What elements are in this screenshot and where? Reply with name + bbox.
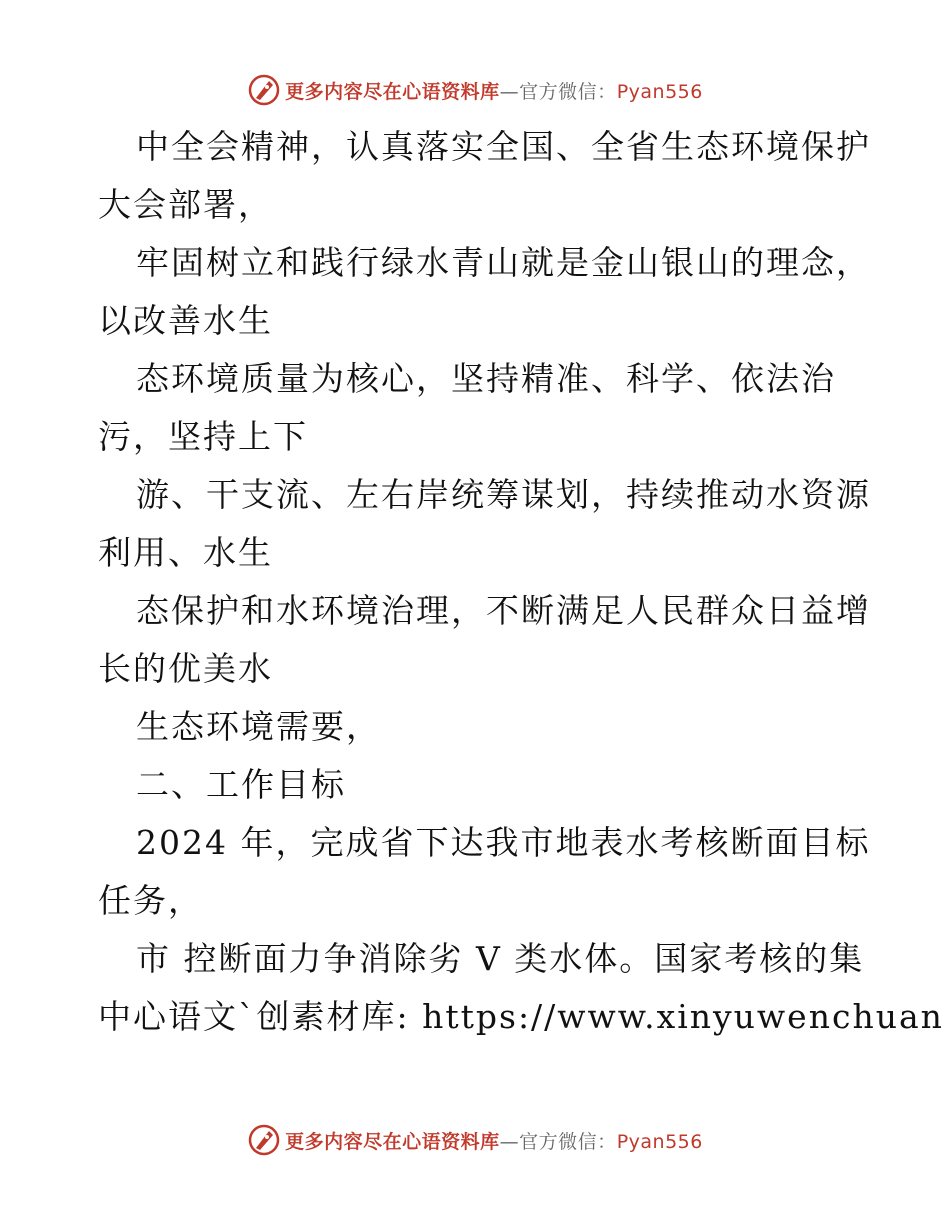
text-line: 任务，	[98, 881, 203, 920]
footer-official: 官方微信：	[519, 1130, 617, 1153]
text-line: 利用、水生	[98, 533, 273, 572]
header-banner	[0, 70, 950, 110]
section-heading: 二、工作目标	[136, 765, 346, 804]
text-line: 牢固树立和践行绿水青山就是金山银山的理念，	[136, 243, 871, 282]
header-wechat: Pyan556	[616, 80, 703, 103]
document-body	[98, 118, 944, 1046]
text-line: 长的优美水	[98, 649, 273, 688]
footer-banner	[0, 1120, 950, 1160]
text-line: 污，坚持上下	[98, 417, 308, 456]
text-line-url: 中心语文`创素材库: https://www.xinyuwenchuan	[98, 997, 944, 1036]
footer-wechat: Pyan556	[616, 1130, 703, 1153]
text-line: 态保护和水环境治理，不断满足人民群众日益增	[136, 591, 871, 630]
text-line: 游、干支流、左右岸统筹谋划，持续推动水资源	[136, 475, 871, 514]
text-line: 以改善水生	[98, 301, 273, 340]
pen-nib-logo-icon	[247, 1123, 281, 1157]
footer-text	[285, 1127, 703, 1154]
text-line: 大会部署，	[98, 185, 273, 224]
text-line: 态环境质量为核心，坚持精准、科学、依法治	[136, 359, 836, 398]
footer-dash: —	[499, 1130, 520, 1153]
text-line: 中全会精神，认真落实全国、全省生态环境保护	[136, 127, 871, 166]
text-line: 市 控断面力争消除劣 V 类水体。国家考核的集	[136, 939, 865, 978]
header-dash: —	[499, 80, 520, 103]
pen-nib-logo-icon	[247, 73, 281, 107]
text-line: 生态环境需要，	[136, 707, 381, 746]
header-brand: 更多内容尽在心语资料库	[285, 80, 500, 103]
text-line: 2024 年，完成省下达我市地表水考核断面目标	[136, 823, 871, 862]
header-text	[285, 77, 703, 104]
header-official: 官方微信：	[519, 80, 617, 103]
footer-brand: 更多内容尽在心语资料库	[285, 1130, 500, 1153]
